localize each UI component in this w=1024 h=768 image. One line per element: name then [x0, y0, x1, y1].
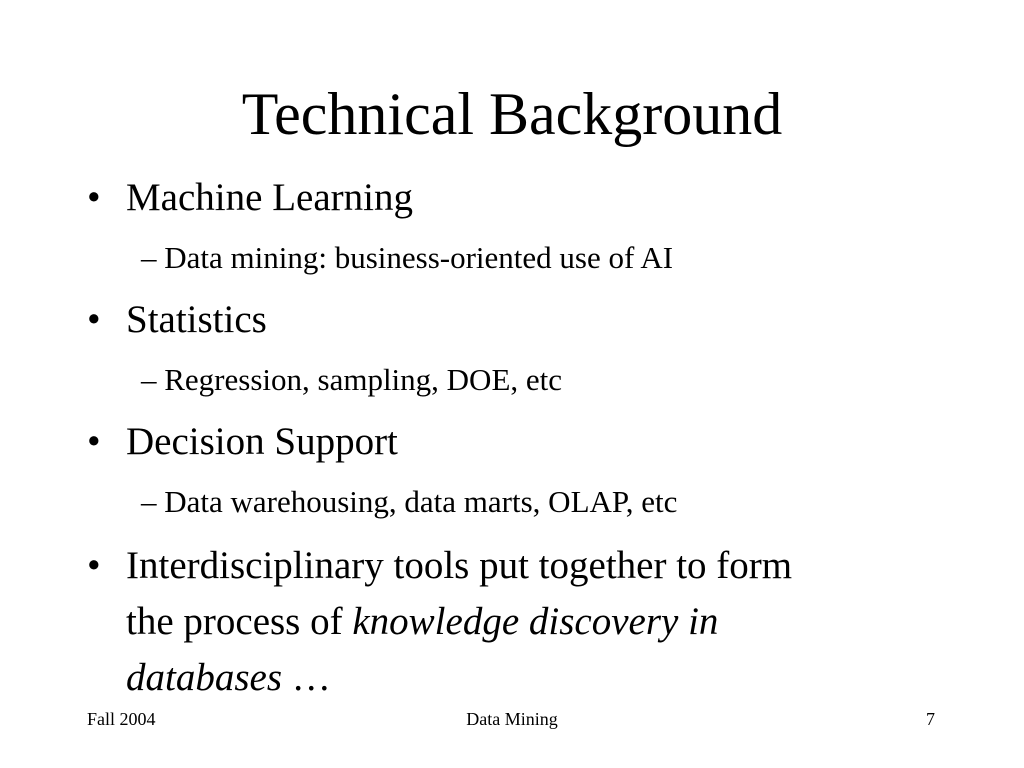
bullet-label: Machine Learning — [126, 176, 413, 219]
bullet-label: Decision Support — [126, 420, 398, 463]
footer-date: Fall 2004 — [87, 709, 156, 729]
bullet-icon: • — [87, 298, 101, 341]
bullet-icon: • — [87, 420, 101, 463]
line-3-plain-text: … — [282, 656, 331, 699]
bullet-label: Statistics — [126, 298, 267, 341]
sub-bullet-decision-support: – Data warehousing, data marts, OLAP, etc — [141, 484, 678, 519]
sub-bullet-statistics: – Regression, sampling, DOE, etc — [141, 362, 563, 397]
page-number: 7 — [926, 709, 935, 729]
bullet-line-2 — [126, 594, 926, 650]
line-2-plain-text: the process of — [126, 600, 353, 643]
sub-bullet-machine-learning: – Data mining: business-oriented use of AI — [141, 240, 674, 275]
footer-title: Data Mining — [466, 709, 558, 729]
bullet-line-3 — [126, 650, 926, 706]
line-2-italic-text: knowledge discovery in — [352, 600, 719, 643]
bullet-line-1: Interdisciplinary tools put together to form — [126, 544, 793, 587]
bullet-icon: • — [87, 176, 101, 219]
line-3-italic-text: databases — [126, 656, 282, 699]
slide-title: Technical Background — [241, 81, 783, 147]
bullet-icon: • — [87, 544, 101, 587]
bullet-label — [126, 538, 926, 706]
